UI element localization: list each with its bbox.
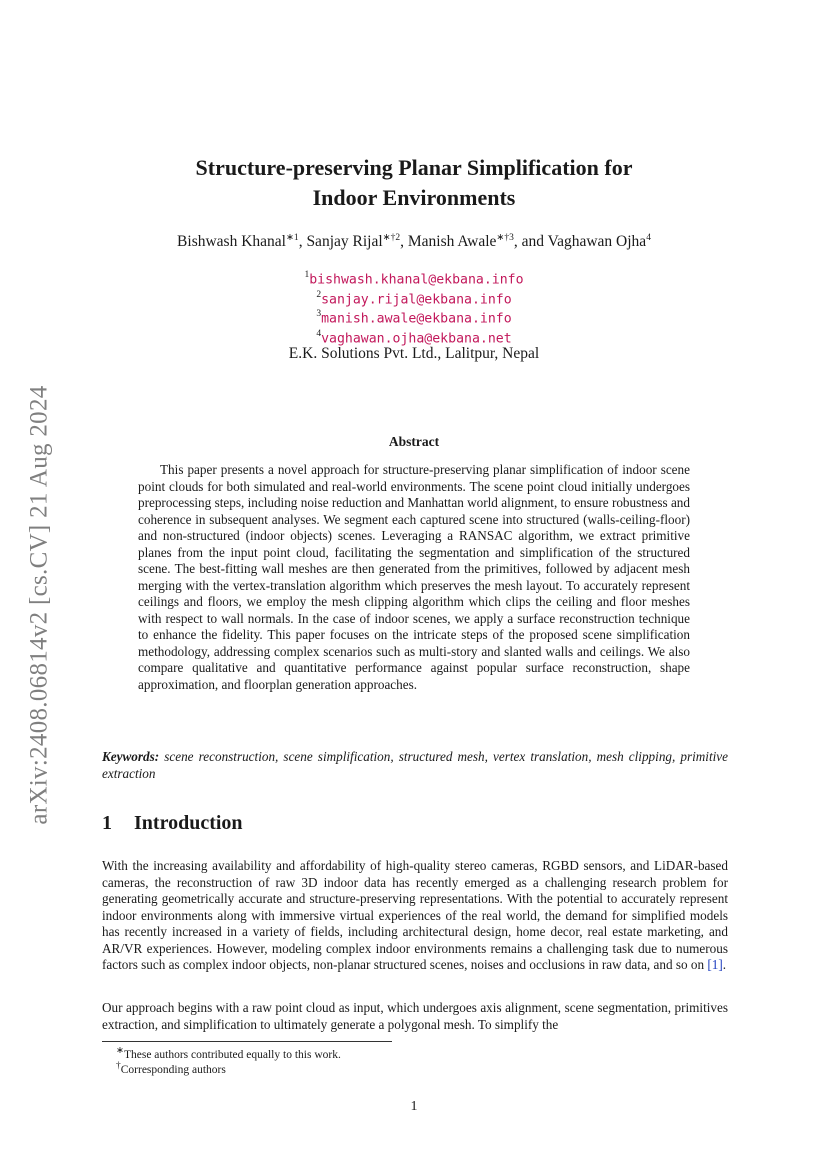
- footnote-divider: [102, 1041, 392, 1042]
- author-name: Manish Awale: [407, 233, 497, 251]
- email-line: [100, 286, 728, 306]
- footnote-mark: †: [116, 1061, 121, 1071]
- section-heading: [102, 812, 243, 835]
- footnote-text: These authors contributed equally to this work.: [123, 1048, 341, 1061]
- page-number: 1: [410, 1099, 418, 1114]
- intro-paragraph-1: [102, 858, 728, 974]
- paragraph-text: With the increasing availability and affordability of high-quality stereo cameras, RGBD sensors, and LiDAR-based cameras, the reconstruction of raw 3D indoor data has recently emerged as a challenging research problem for generating geometrically accurate and structure-preserving representations. With the potential to accurately represent indoor environments along with immersive virtual experiences of the real world, the demand for simplified models has recently increased in a variety of fields, including architectural design, home decor, real estate marketing, and AR/VR experiences. However, modeling complex indoor environments remains a challenging task due to numerous factors such as complex indoor objects, non-planar structured scenes, noises and occlusions in raw data, and so on: [102, 858, 728, 972]
- footnote-mark: ∗: [116, 1046, 124, 1056]
- paper-title: [100, 153, 728, 213]
- section-number: 1: [102, 812, 112, 834]
- author-list: Bishwash Khanal$^{∗1}$, Sanjay Rijal$^{∗\dagger 2}$, Manish Awale$^{∗\dagger 3}$, and Vaghawan Ojha$^4$: [177, 233, 651, 251]
- author-marks: 4: [646, 233, 651, 243]
- author-marks: ∗†3: [496, 233, 514, 243]
- intro-paragraph-2: Our approach begins with a raw point cloud as input, which undergoes axis alignment, scene segmentation, primitives extraction, and simplification to ultimately generate a polygonal mesh. To simplify the: [102, 1000, 728, 1032]
- abstract-heading: Abstract: [388, 434, 440, 449]
- keywords-label: Keywords:: [102, 749, 160, 764]
- keywords-text: scene reconstruction, scene simplification, structured mesh, vertex translation, mesh clipping, primitive extraction: [102, 749, 728, 781]
- title-line-1: Structure-preserving Planar Simplification for: [195, 155, 633, 180]
- email-line: [100, 266, 728, 286]
- email-number: 2: [316, 289, 322, 300]
- arxiv-identifier: [18, 360, 62, 850]
- abstract-text: This paper presents a novel approach for structure-preserving planar simplification of indoor scene point clouds for both simulated and real-world environments. The scene point cloud initially undergoes preprocessing steps, including noise reduction and Manhattan world alignment, to ensure robustness and coherence in subsequent analyses. We segment each captured scene into structured (walls-ceiling-floor) and non-structured (indoor objects) scenes. Leveraging a RANSAC algorithm, we extract primitive planes from the input point cloud, facilitating the segmentation and simplification of the structured scene. The best-fitting wall meshes are then generated from the primitives, followed by adjacent mesh merging with the vertex-translation algorithm which preserves the mesh layout. To accurately represent ceilings and floors, we employ the mesh clipping algorithm which clips the ceiling and floor meshes with respect to wall normals. In the case of indoor scenes, we apply a surface reconstruction technique to enhance the fidelity. This paper focuses on the intricate steps of the proposed scene simplification methodology, addressing complex scenarios such as multi-story and slanted walls and ceilings. We also compare qualitative and quantitative performance against popular surface reconstruction, shape approximation, and floorplan generation approaches.: [138, 462, 690, 692]
- affiliation: E.K. Solutions Pvt. Ltd., Lalitpur, Nepal: [288, 345, 540, 362]
- footnote: [116, 1059, 226, 1077]
- section-title: Introduction: [134, 812, 243, 834]
- author-marks: ∗†2: [382, 233, 401, 243]
- email-number: 1: [304, 270, 310, 280]
- email-link[interactable]: sanjay.rijal@ekbana.info: [321, 291, 512, 307]
- paragraph-text-end: .: [722, 957, 727, 972]
- email-list: [100, 266, 728, 344]
- keywords: [102, 749, 728, 782]
- author-name: Vaghawan Ojha: [547, 233, 647, 251]
- arxiv-identifier-text: arXiv:2408.06814v2 [cs.CV] 21 Aug 2024: [26, 385, 53, 825]
- email-number: 3: [316, 309, 322, 319]
- email-line: [100, 325, 728, 345]
- title-line-2: Indoor Environments: [312, 185, 516, 210]
- author-marks: ∗1: [285, 233, 299, 243]
- footnote-text: Corresponding authors: [120, 1063, 226, 1076]
- email-number: 4: [316, 328, 322, 339]
- author-name: Sanjay Rijal: [306, 233, 383, 251]
- email-link[interactable]: vaghawan.ojha@ekbana.net: [321, 330, 512, 346]
- author-name: Bishwash Khanal: [177, 233, 286, 251]
- citation-link[interactable]: [1]: [707, 957, 723, 972]
- email-line: [100, 305, 728, 325]
- email-link[interactable]: bishwash.khanal@ekbana.info: [309, 272, 524, 288]
- email-link[interactable]: manish.awale@ekbana.info: [321, 311, 512, 327]
